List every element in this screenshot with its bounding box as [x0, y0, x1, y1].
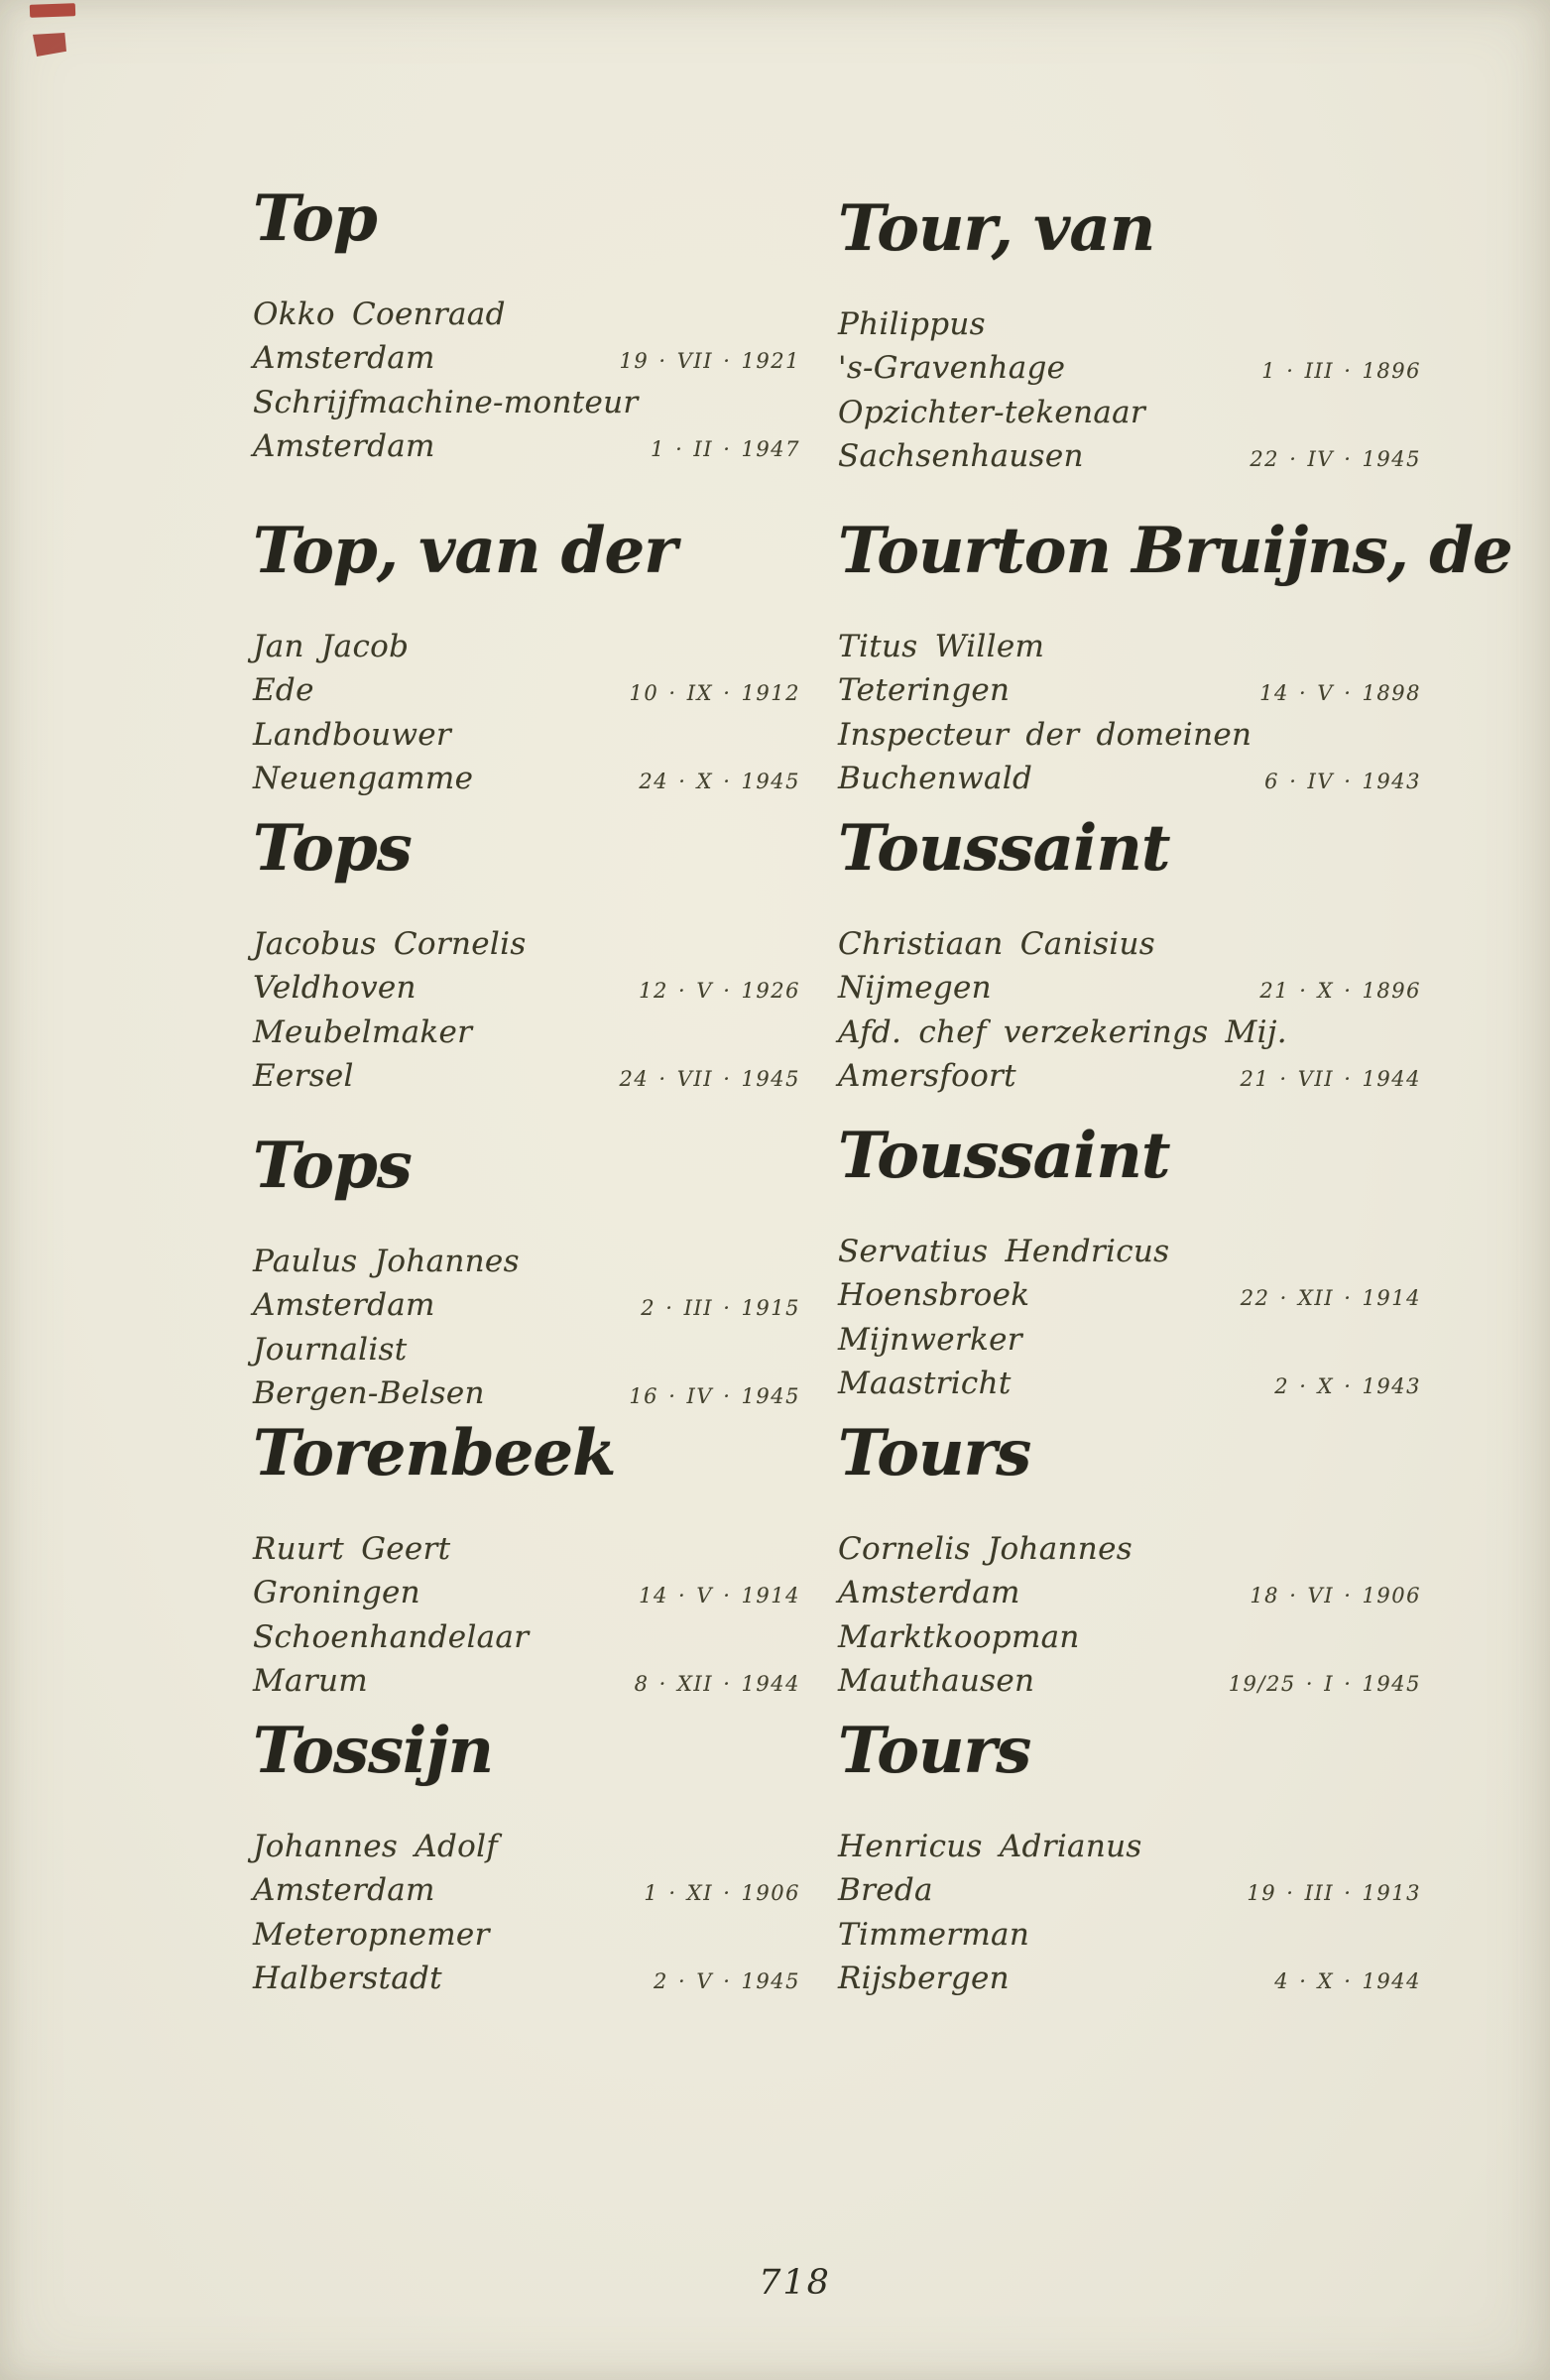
entry-first-names: Cornelis Johannes — [838, 1531, 1133, 1567]
entry-death-place: Bergen-Belsen — [253, 1375, 485, 1411]
entry-surname: Tours — [838, 1714, 1031, 1788]
memorial-entry — [253, 516, 800, 801]
entry-death-date: 2 · V · 1945 — [653, 1962, 800, 1996]
memorial-entry — [838, 193, 1421, 479]
entry-death-date: 4 · X · 1944 — [1274, 1962, 1421, 1996]
entry-birth-place: Amsterdam — [838, 1575, 1020, 1610]
entry-birth-place: Amsterdam — [253, 1287, 435, 1323]
entry-death-date: 19/25 · I · 1945 — [1228, 1664, 1421, 1699]
entry-death-place: Halberstadt — [253, 1961, 442, 1996]
entry-occupation: Afd. chef verzekerings Mij. — [838, 1014, 1287, 1050]
entry-occupation: Opzichter-tekenaar — [838, 395, 1146, 430]
entry-birth-place: 's-Gravenhage — [838, 350, 1066, 386]
entry-birth-place: Veldhoven — [253, 970, 417, 1006]
entry-death-date: 8 · XII · 1944 — [634, 1664, 800, 1699]
entry-death-place: Eersel — [253, 1058, 354, 1094]
entry-first-names: Paulus Johannes — [253, 1244, 520, 1279]
page-number: 718 — [759, 2263, 831, 2303]
entry-first-names: Henricus Adrianus — [838, 1829, 1142, 1864]
entry-death-place: Rijsbergen — [838, 1961, 1010, 1996]
memorial-entry — [253, 183, 800, 469]
entry-death-date: 21 · VII · 1944 — [1240, 1059, 1421, 1094]
entry-surname: Tops — [253, 811, 412, 886]
entry-death-place: Neuengamme — [253, 761, 474, 796]
memorial-entry — [253, 1716, 800, 2001]
right-column — [838, 0, 1512, 2380]
entry-occupation: Landbouwer — [253, 717, 452, 753]
entry-occupation: Marktkoopman — [838, 1619, 1080, 1655]
entry-death-place: Sachsenhausen — [838, 438, 1084, 474]
memorial-entry — [838, 1121, 1421, 1406]
entry-birth-place: Teteringen — [838, 672, 1011, 708]
entry-birth-date: 19 · VII · 1921 — [619, 341, 800, 376]
entry-occupation: Schoenhandelaar — [253, 1619, 530, 1655]
entry-first-names: Ruurt Geert — [253, 1531, 451, 1567]
entry-first-names: Jacobus Cornelis — [253, 926, 527, 962]
entry-birth-date: 18 · VI · 1906 — [1250, 1576, 1421, 1610]
entry-death-place: Buchenwald — [838, 761, 1033, 796]
memorial-entry — [838, 1418, 1421, 1704]
memorial-entry — [253, 813, 800, 1099]
red-scan-mark — [33, 33, 66, 57]
entry-first-names: Christiaan Canisius — [838, 926, 1155, 962]
entry-death-date: 6 · IV · 1943 — [1264, 762, 1421, 796]
entry-birth-place: Ede — [253, 672, 314, 708]
memorial-entry — [838, 1716, 1421, 2001]
entry-birth-date: 21 · X · 1896 — [1259, 971, 1421, 1006]
page-footer — [20, 2263, 1550, 2303]
entry-surname: Tour, van — [838, 191, 1155, 266]
entry-birth-date: 14 · V · 1914 — [639, 1576, 800, 1610]
entry-birth-place: Amsterdam — [253, 1872, 435, 1908]
entry-first-names: Jan Jacob — [253, 629, 410, 664]
entry-occupation: Timmerman — [838, 1917, 1030, 1953]
entry-surname: Tossijn — [253, 1714, 494, 1788]
entry-birth-date: 19 · III · 1913 — [1247, 1873, 1421, 1908]
entry-birth-place: Groningen — [253, 1575, 420, 1610]
entry-surname: Torenbeek — [253, 1416, 616, 1490]
entry-birth-date: 14 · V · 1898 — [1259, 673, 1421, 708]
entry-death-date: 2 · X · 1943 — [1274, 1367, 1421, 1401]
entry-first-names: Johannes Adolf — [253, 1829, 499, 1864]
entry-surname: Tops — [253, 1129, 412, 1203]
entry-first-names: Okko Coenraad — [253, 297, 506, 332]
left-column — [253, 0, 800, 2380]
entry-death-place: Maastricht — [838, 1366, 1012, 1401]
entry-occupation: Journalist — [253, 1332, 408, 1368]
entry-occupation: Schrijfmachine-monteur — [253, 385, 639, 420]
entry-surname: Tourton Bruijns, de — [838, 514, 1512, 588]
entry-first-names: Servatius Hendricus — [838, 1234, 1170, 1269]
entry-surname: Top — [253, 181, 377, 256]
memorial-entry — [253, 1418, 800, 1704]
red-scan-mark — [30, 3, 75, 18]
entry-birth-place: Breda — [838, 1872, 933, 1908]
entry-death-place: Mauthausen — [838, 1663, 1035, 1699]
entry-surname: Toussaint — [838, 1119, 1170, 1193]
entry-death-date: 24 · X · 1945 — [639, 762, 800, 796]
entry-birth-date: 1 · III · 1896 — [1261, 351, 1421, 386]
entry-birth-place: Amsterdam — [253, 340, 435, 376]
entry-occupation: Meubelmaker — [253, 1014, 473, 1050]
entry-death-place: Amersfoort — [838, 1058, 1016, 1094]
entry-surname: Toussaint — [838, 811, 1170, 886]
entry-first-names: Philippus — [838, 306, 986, 342]
entry-death-date: 24 · VII · 1945 — [619, 1059, 800, 1094]
entry-birth-date: 2 · III · 1915 — [641, 1288, 800, 1323]
entry-death-place: Amsterdam — [253, 428, 435, 464]
entry-occupation: Mijnwerker — [838, 1322, 1022, 1358]
entry-birth-place: Hoensbroek — [838, 1277, 1030, 1313]
entry-surname: Tours — [838, 1416, 1031, 1490]
entry-occupation: Meteropnemer — [253, 1917, 490, 1953]
entry-birth-date: 10 · IX · 1912 — [629, 673, 800, 708]
entry-birth-date: 12 · V · 1926 — [639, 971, 800, 1006]
memorial-entry — [838, 514, 1512, 801]
memorial-entry — [838, 813, 1421, 1099]
entry-death-date: 22 · IV · 1945 — [1250, 439, 1421, 474]
entry-birth-date: 1 · XI · 1906 — [644, 1873, 800, 1908]
entry-birth-place: Nijmegen — [838, 970, 992, 1006]
entry-death-date: 1 · II · 1947 — [651, 429, 800, 464]
entry-first-names: Titus Willem — [838, 629, 1045, 664]
entry-death-place: Marum — [253, 1663, 368, 1699]
entry-death-date: 16 · IV · 1945 — [629, 1376, 800, 1411]
memorial-entry — [253, 1130, 800, 1416]
entry-birth-date: 22 · XII · 1914 — [1240, 1278, 1421, 1313]
entry-occupation: Inspecteur der domeinen — [838, 717, 1252, 753]
entry-surname: Top, van der — [253, 514, 676, 588]
